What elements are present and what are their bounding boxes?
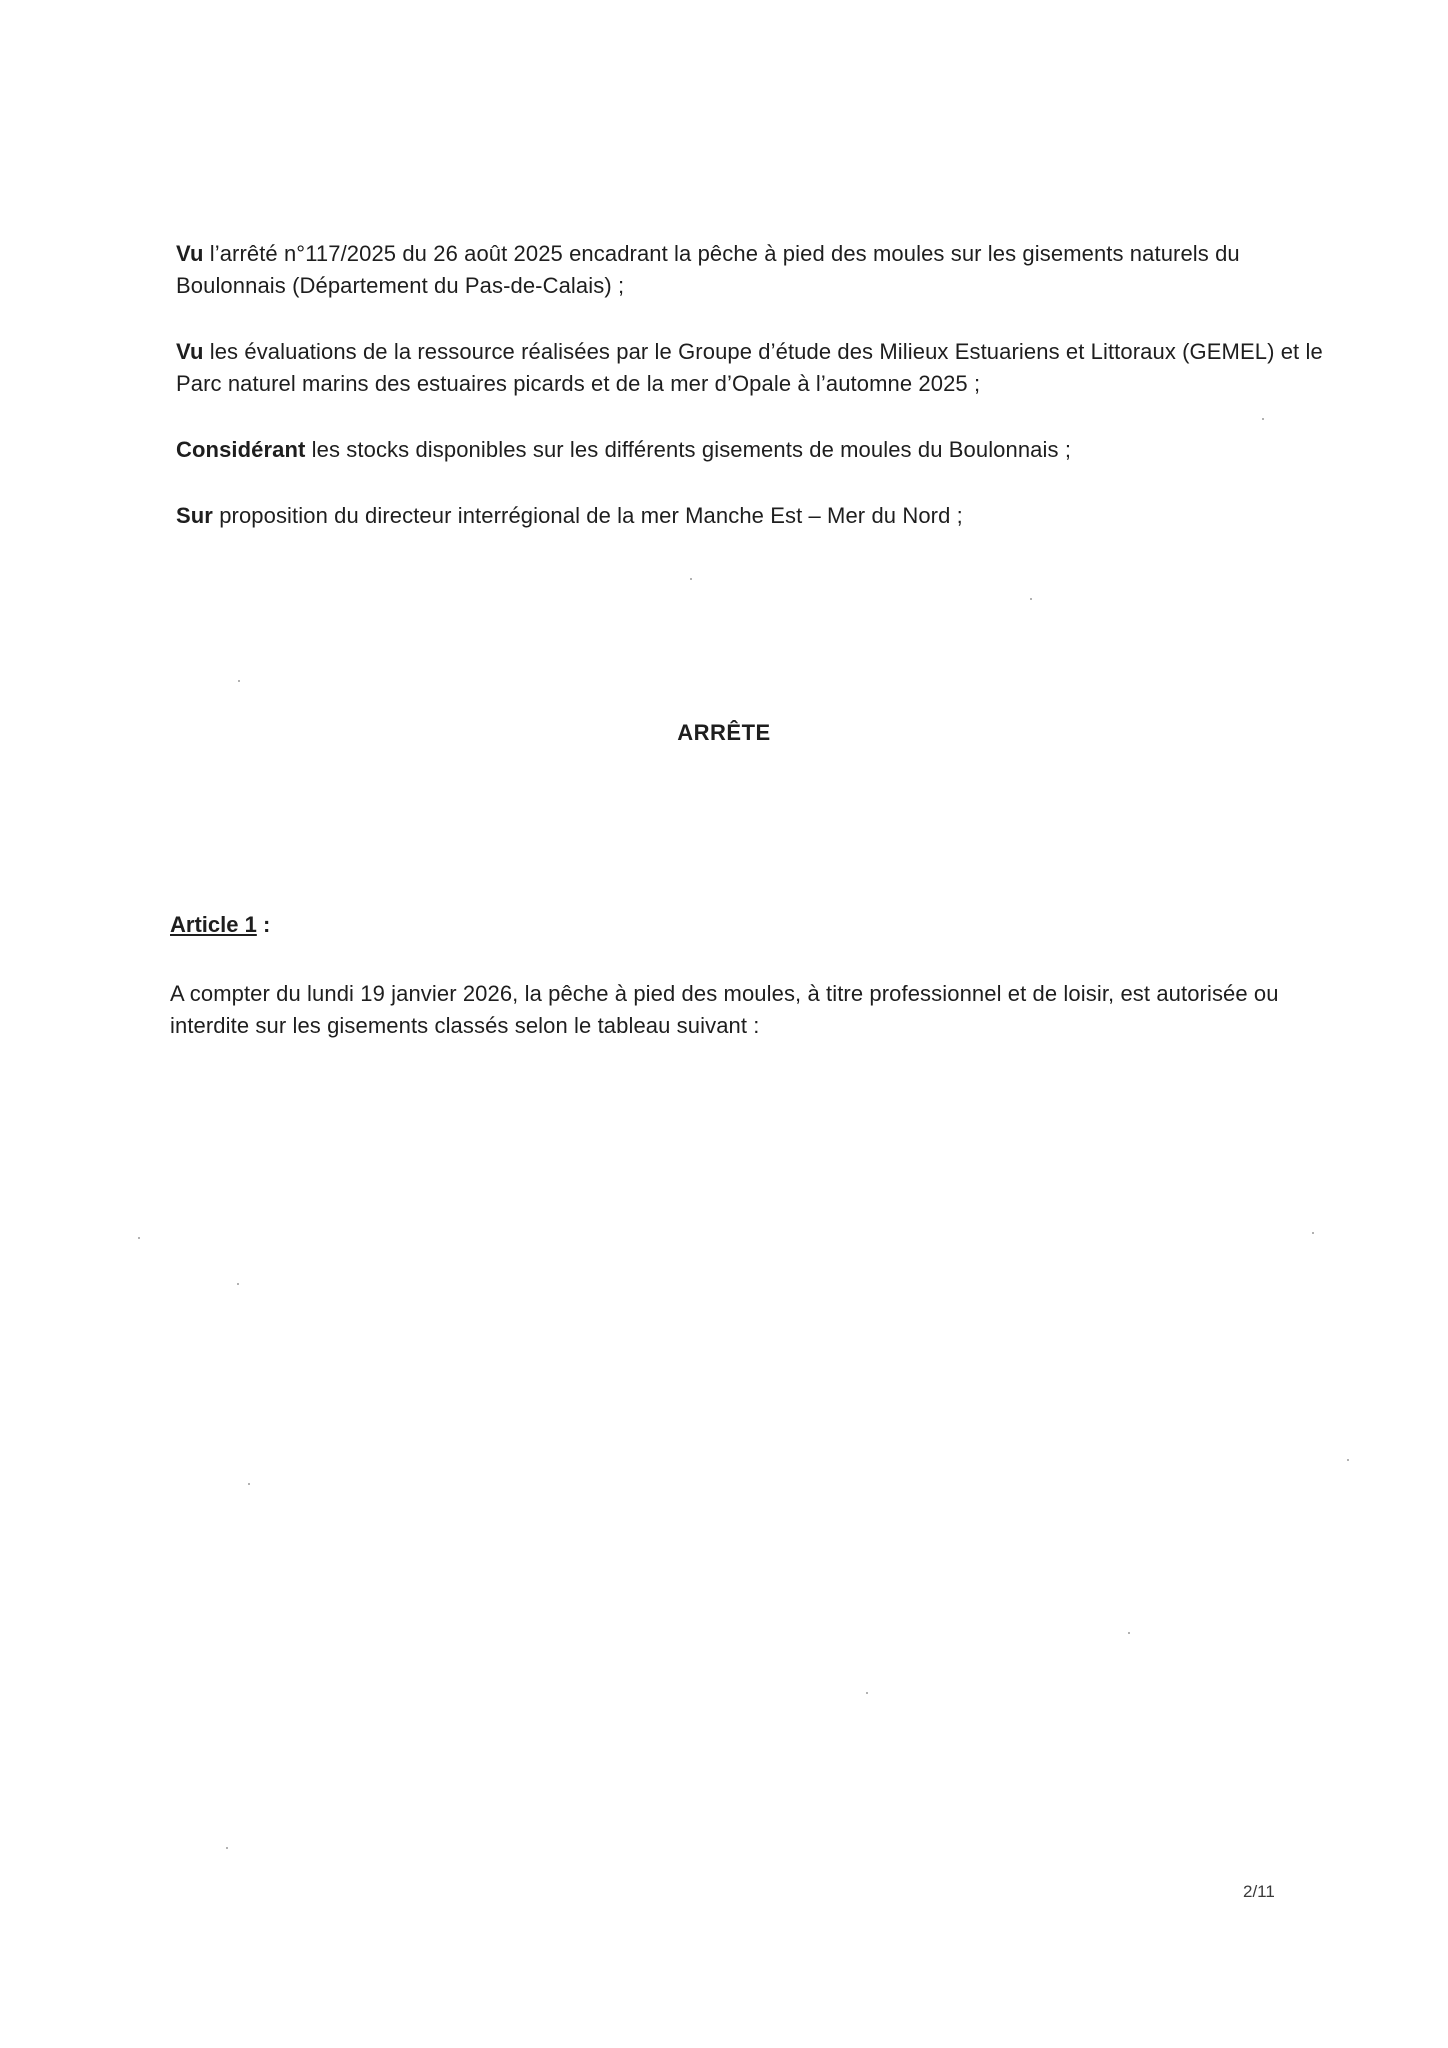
scan-speck [237,1283,239,1285]
scan-speck [238,680,240,682]
scan-speck [690,578,692,580]
visa-lead-vu: Vu [176,339,210,364]
scan-speck [1128,1632,1130,1634]
article-1-text: A compter du lundi 19 janvier 2026, la pêche à pied des moules, à titre professionnel et de loisir, est autorisée ou interdite sur les gisements classés selon le tableau suivant : [170,981,1279,1038]
visa-paragraph-evaluations [176,336,1326,400]
visa-text: l’arrêté n°117/2025 du 26 août 2025 encadrant la pêche à pied des moules sur les gisements naturels du Boulonnais (Département du Pas-de-Calais) ; [176,241,1240,298]
visa-paragraph-arrete [176,238,1306,302]
page-number: 2/11 [1243,1882,1275,1901]
scan-speck [248,1483,250,1485]
decision-heading: ARRÊTE [677,720,771,745]
article-title-suffix: : [256,912,271,937]
visa-paragraph-proposition [176,500,1306,532]
visa-text: les stocks disponibles sur les différents gisements de moules du Boulonnais ; [311,437,1072,462]
scan-speck [1312,1232,1314,1234]
visa-text: proposition du directeur interrégional de la mer Manche Est – Mer du Nord ; [219,503,963,528]
visa-text: les évaluations de la ressource réalisées par le Groupe d’étude des Milieux Estuariens et Littoraux (GEMEL) et le Parc naturel marins des estuaires picards et de la mer d’Opale à l’automne 2025 ; [176,339,1323,396]
scan-speck [138,1237,140,1239]
article-number: Article 1 [170,912,257,937]
scan-speck [1347,1459,1349,1461]
visa-lead-vu: Vu [176,241,210,266]
article-title [170,912,270,938]
scan-speck [1030,598,1032,600]
visa-lead-considerant: Considérant [176,437,312,462]
visa-lead-sur: Sur [176,503,220,528]
scan-speck [226,1847,228,1849]
scan-speck [1262,418,1264,420]
scan-speck [866,1692,868,1694]
visa-paragraph-considerant [176,434,1306,466]
